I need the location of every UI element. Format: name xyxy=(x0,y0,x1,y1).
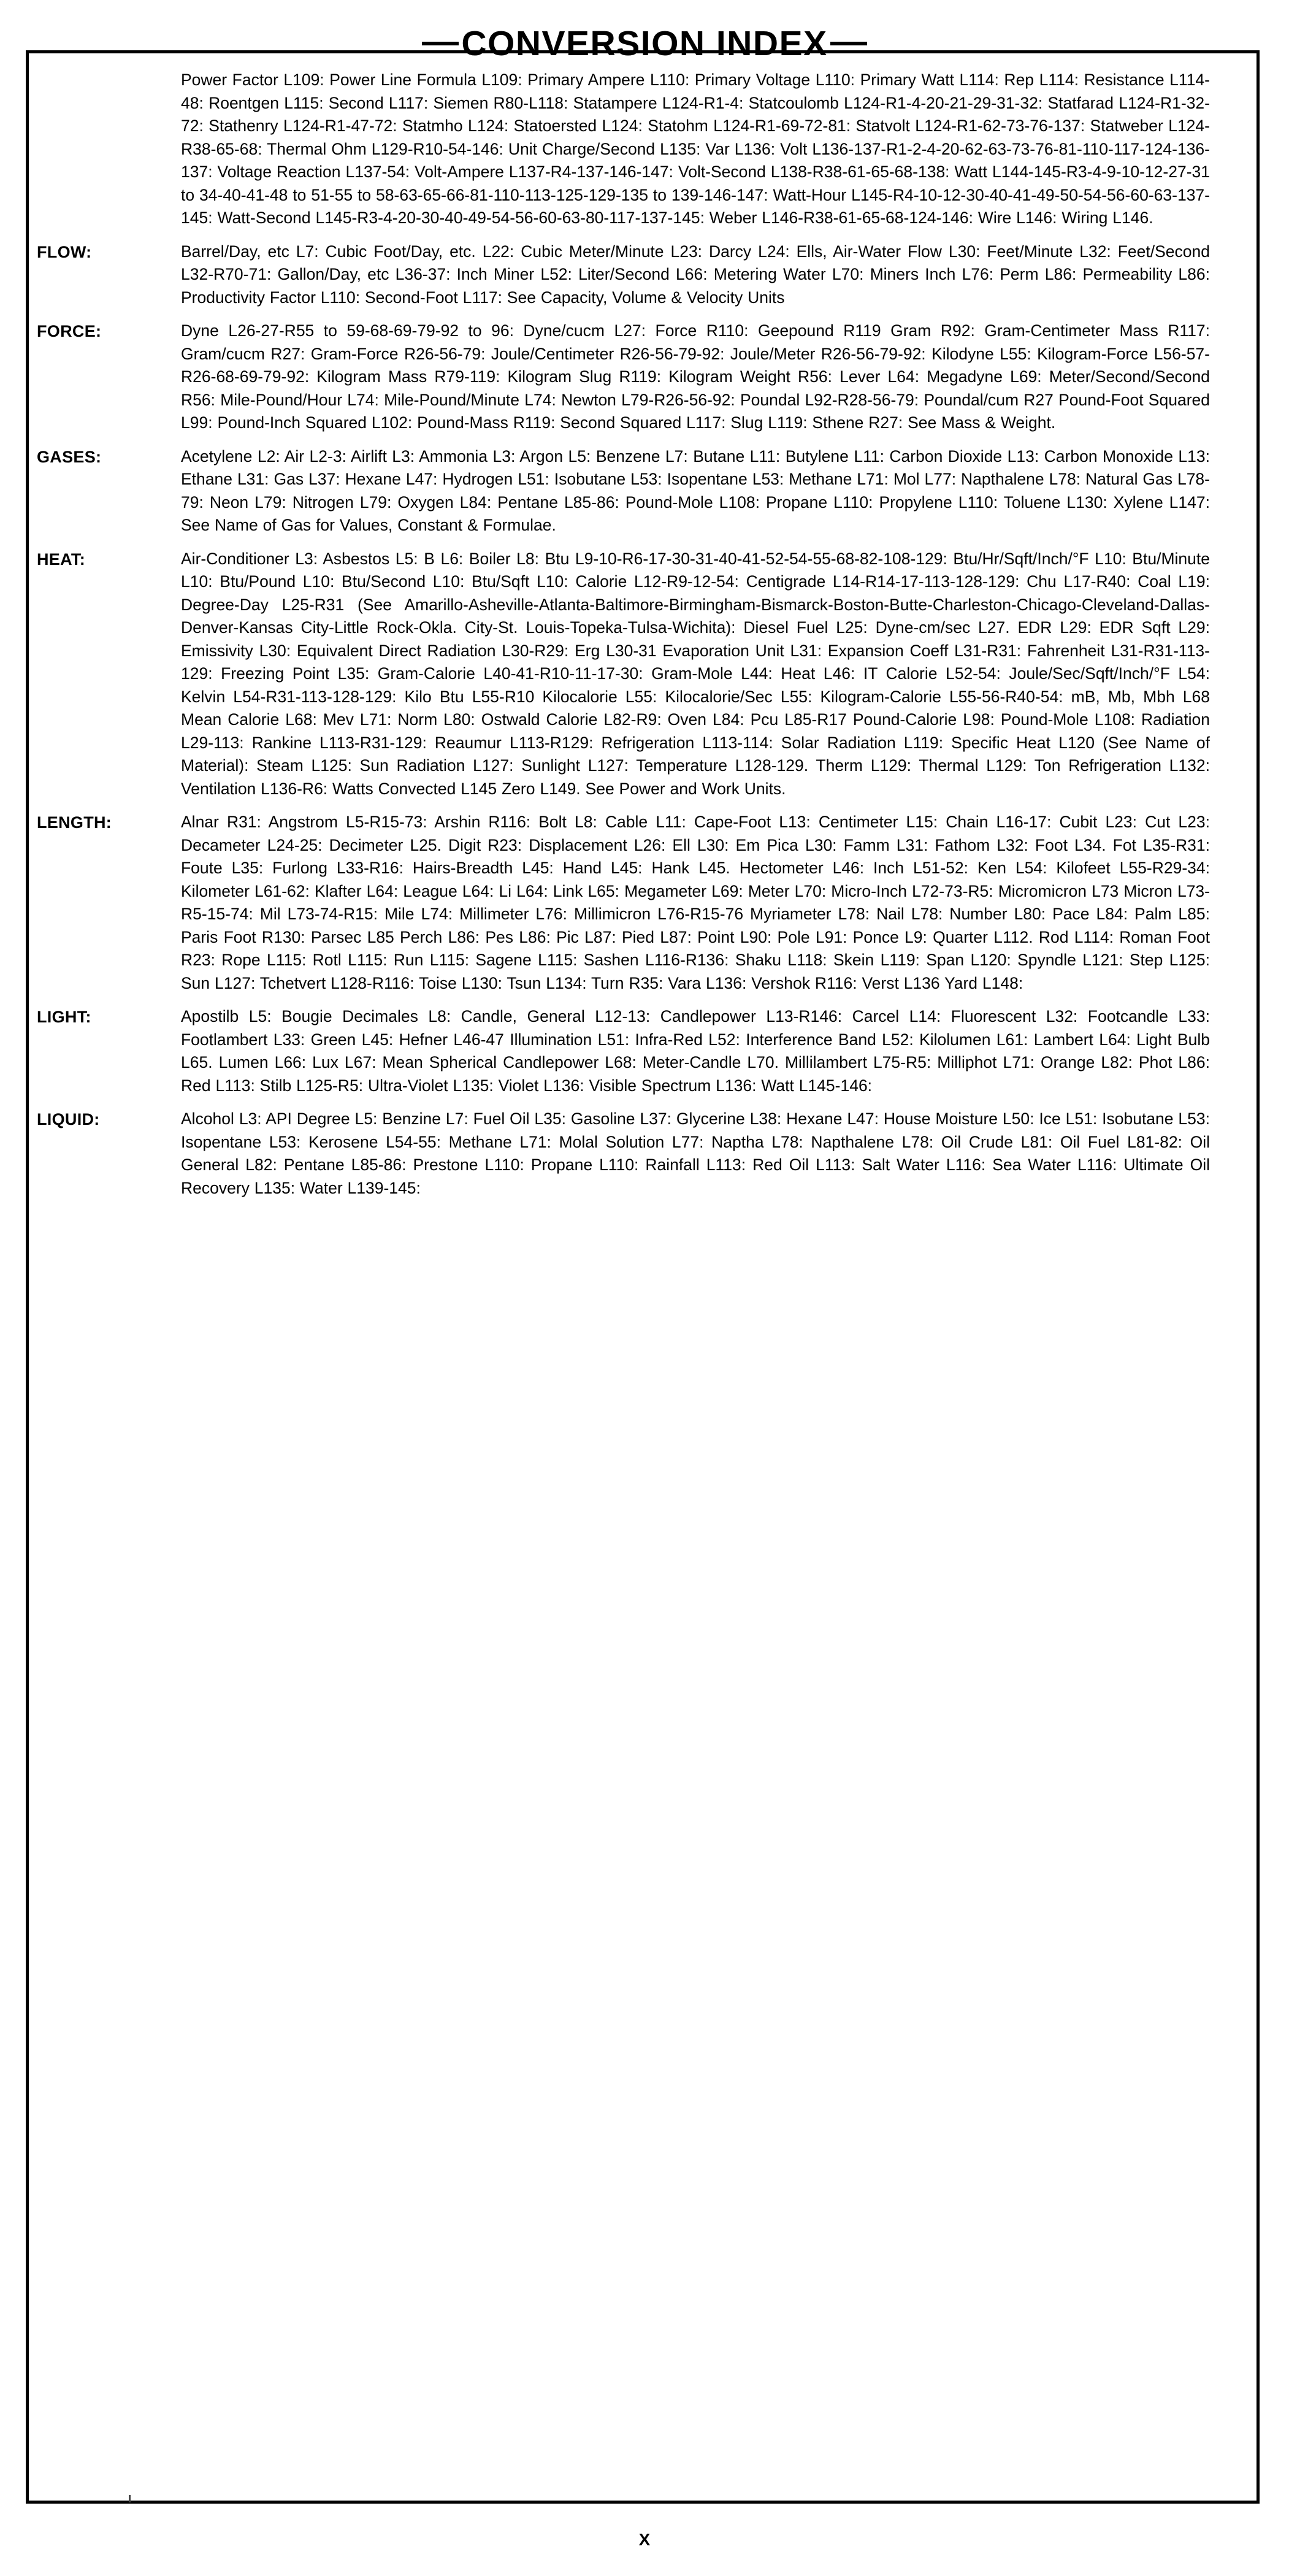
page-title-text: CONVERSION INDEX xyxy=(461,24,828,63)
index-entry-text: Power Factor L109: Power Line Formula L109: Primary Ampere L110: Primary Voltage L110: Primary Watt L114: Rep L114: Resistance L114-48: Roentgen L115: Second L117: Siemen R80-L118: Statampere L124-R1-4: Statcoulomb L124-R1-4-20-21-29-31-32: Statfarad L124-R1-32-72: Stathenry L124-R1-47-72: Statmho L124: Statoersted L124: Statohm L124-R1-69-72-81: Statvolt L124-R1-62-73-76-137: Statweber L124-R38-65-68: Thermal Ohm L129-R10-54-146: Unit Charge/Second L135: Var L136: Volt L136-137-R1-2-4-20-62-63-73-76-81-110-117-124-136-137: Voltage Reaction L137-54: Volt-Ampere L137-R4-137-146-147: Volt-Second L138-R38-61-65-68-138: Watt L144-145-R3-4-9-10-12-27-31 to 34-40-41-48 to 51-55 to 58-63-65-66-81-110-113-125-129-135 to 139-146-147: Watt-Hour L145-R4-10-12-30-40-41-49-50-54-56-60-63-137-145: Watt-Second L145-R3-4-20-30-40-49-54-56-60-63-80-117-137-145: Weber L146-R38-61-65-68-124-146: Wire L146: Wiring L146. xyxy=(181,71,1210,227)
index-entry-heat xyxy=(37,548,1254,801)
title-rule-right xyxy=(830,42,867,45)
index-entry-label: FORCE: xyxy=(37,322,102,340)
index-entry-label: LENGTH: xyxy=(37,813,112,832)
index-entry-flow xyxy=(37,240,1254,310)
index-entry-label: HEAT: xyxy=(37,550,85,569)
index-entry-force xyxy=(37,320,1254,435)
index-entry-liquid xyxy=(37,1108,1254,1200)
index-entry-length xyxy=(37,811,1254,995)
index-entry-label: LIQUID: xyxy=(37,1110,100,1129)
index-entry-label: FLOW: xyxy=(37,242,92,261)
index-entry-text: Barrel/Day, etc L7: Cubic Foot/Day, etc. L22: Cubic Meter/Minute L23: Darcy L24: Ells, Air-Water Flow L30: Feet/Minute L32: Feet/Second L32-R70-71: Gallon/Day, etc L36-37: Inch Miner L52: Liter/Second L66: Metering Water L70: Miners Inch L76: Perm L86: Permeability L86: Productivity Factor L110: Second-Foot L117: See Capacity, Volume & Velocity Units xyxy=(181,242,1210,307)
index-entry-text: Alnar R31: Angstrom L5-R15-73: Arshin R116: Bolt L8: Cable L11: Cape-Foot L13: Centimeter L15: Chain L16-17: Cubit L23: Cut L23: Decameter L24-25: Decimeter L25. Digit R23: Displacement L26: Ell L30: Em Pica L30: Famm L31: Fathom L32: Foot L34. Fot L35-R31: Foute L35: Furlong L33-R16: Hairs-Breadth L45: Hand L45: Hank L45. Hectometer L46: Inch L51-52: Ken L54: Kilofeet L55-R29-34: Kilometer L61-62: Klafter L64: League L64: Li L64: Link L65: Megameter L69: Meter L70: Micro-Inch L72-73-R5: Micromicron L73 Micron L73-R5-15-74: Mil L73-74-R15: Mile L74: Millimeter L76: Millimicron L76-R15-76 Myriameter L78: Nail L78: Number L80: Pace L84: Palm L85: Paris Foot R130: Parsec L85 Perch L86: Pes L86: Pic L87: Pied L87: Point L90: Pole L91: Ponce L9: Quarter L112. Rod L114: Roman Foot R23: Rope L115: Rotl L115: Run L115: Sagene L115: Sashen L116-R136: Shaku L118: Skein L119: Span L120: Spyndle L121: Step L125: Sun L127: Tchetvert L128-R116: Toise L130: Tsun L134: Turn R35: Vara L136: Vershok R116: Verst L136 Yard L148: xyxy=(181,813,1210,992)
index-entry-gases xyxy=(37,445,1254,537)
page-number: X xyxy=(638,2530,651,2549)
index-entry-label: GASES: xyxy=(37,447,102,466)
index-entry-label: LIGHT: xyxy=(37,1008,91,1026)
index-entry-text: Air-Conditioner L3: Asbestos L5: B L6: Boiler L8: Btu L9-10-R6-17-30-31-40-41-52-54-55-68-82-108-129: Btu/Hr/Sqft/Inch/°F L10: Btu/Minute L10: Btu/Pound L10: Btu/Second L10: Btu/Sqft L10: Calorie L12-R9-12-54: Centigrade L14-R14-17-113-128-129: Chu L17-R40: Coal L19: Degree-Day L25-R31 (See Amarillo-Asheville-Atlanta-Baltimore-Birmingham-Bismarck-Boston-Butte-Charleston-Chicago-Cleveland-Dallas-Denver-Kansas City-Little Rock-Okla. City-St. Louis-Topeka-Tulsa-Wichita): Diesel Fuel L25: Dyne-cm/sec L27. EDR L29: EDR Sqft L29: Emissivity L30: Equivalent Direct Radiation L30-R29: Erg L30-31 Evaporation Unit L31: Expansion Coeff L31-R31: Fahrenheit L31-R31-113-129: Freezing Point L35: Gram-Calorie L40-41-R10-11-17-30: Gram-Mole L44: Heat L46: IT Calorie L52-54: Joule/Sec/Sqft/Inch/°F L54: Kelvin L54-R31-113-128-129: Kilo Btu L55-R10 Kilocalorie L55: Kilocalorie/Sec L55: Kilogram-Calorie L55-56-R40-54: mB, Mb, Mbh L68 Mean Calorie L68: Mev L71: Norm L80: Ostwald Calorie L82-R9: Oven L84: Pcu L85-R17 Pound-Calorie L98: Pound-Mole L108: Radiation L29-113: Rankine L113-R31-129: Reaumur L113-R129: Refrigeration L113-114: Solar Radiation L119: Specific Heat L120 (See Name of Material): Steam L125: Sun Radiation L127: Sunlight L127: Temperature L128-129. Therm L129: Thermal L129: Ton Refrigeration L132: Ventilation L136-R6: Watts Convected L145 Zero L149. See Power and Work Units. xyxy=(181,549,1210,798)
index-entry-text: Acetylene L2: Air L2-3: Airlift L3: Ammonia L3: Argon L5: Benzene L7: Butane L11: Butylene L11: Carbon Dioxide L13: Carbon Monoxide L13: Ethane L31: Gas L37: Hexane L47: Hydrogen L51: Isobutane L53: Isopentane L53: Methane L71: Mol L77: Napthalene L78: Natural Gas L78-79: Neon L79: Nitrogen L79: Oxygen L84: Pentane L85-86: Pound-Mole L108: Propane L110: Propylene L110: Toluene L130: Xylene L147: See Name of Gas for Values, Constant & Formulae. xyxy=(181,447,1210,534)
index-entries xyxy=(37,69,1254,1210)
title-rule-left xyxy=(422,42,459,45)
index-entry xyxy=(37,69,1254,230)
index-entry-light xyxy=(37,1005,1254,1097)
index-entry-text: Alcohol L3: API Degree L5: Benzine L7: Fuel Oil L35: Gasoline L37: Glycerine L38: Hexane L47: House Moisture L50: Ice L51: Isobutane L53: Isopentane L53: Kerosene L54-55: Methane L71: Molal Solution L77: Naptha L78: Napthalene L78: Oil Crude L81: Oil Fuel L81-82: Oil General L82: Pentane L85-86: Prestone L110: Propane L110: Rainfall L113: Red Oil L113: Salt Water L116: Sea Water L116: Ultimate Oil Recovery L135: Water L139-145: xyxy=(181,1110,1210,1197)
index-entry-text: Dyne L26-27-R55 to 59-68-69-79-92 to 96: Dyne/cucm L27: Force R110: Geepound R119 Gram R92: Gram-Centimeter Mass R117: Gram/cucm R27: Gram-Force R26-56-79: Joule/Centimeter R26-56-79-92: Joule/Meter R26-56-79-92: Kilodyne L55: Kilogram-Force L56-57-R26-68-69-79-92: Kilogram Mass R79-119: Kilogram Slug R119: Kilogram Weight R56: Lever L64: Megadyne L69: Meter/Second/Second R56: Mile-Pound/Hour L74: Mile-Pound/Minute L74: Newton L79-R26-56-92: Poundal L92-R28-56-79: Poundal/cum R27 Pound-Foot Squared L99: Pound-Inch Squared L102: Pound-Mass R119: Second Squared L117: Slug L119: Sthene R27: See Mass & Weight. xyxy=(181,321,1210,432)
registration-tick xyxy=(129,2495,131,2502)
index-entry-text: Apostilb L5: Bougie Decimales L8: Candle, General L12-13: Candlepower L13-R146: Carcel L14: Fluorescent L32: Footcandle L33: Footlambert L33: Green L45: Hefner L46-47 Illumination L51: Infra-Red L52: Interference Band L52: Kilolumen L61: Lambert L64: Light Bulb L65. Lumen L66: Lux L67: Mean Spherical Candlepower L68: Meter-Candle L70. Millilambert L75-R5: Milliphot L71: Orange L82: Phot L86: Red L113: Stilb L125-R5: Ultra-Violet L135: Violet L136: Visible Spectrum L136: Watt L145-146: xyxy=(181,1007,1210,1095)
